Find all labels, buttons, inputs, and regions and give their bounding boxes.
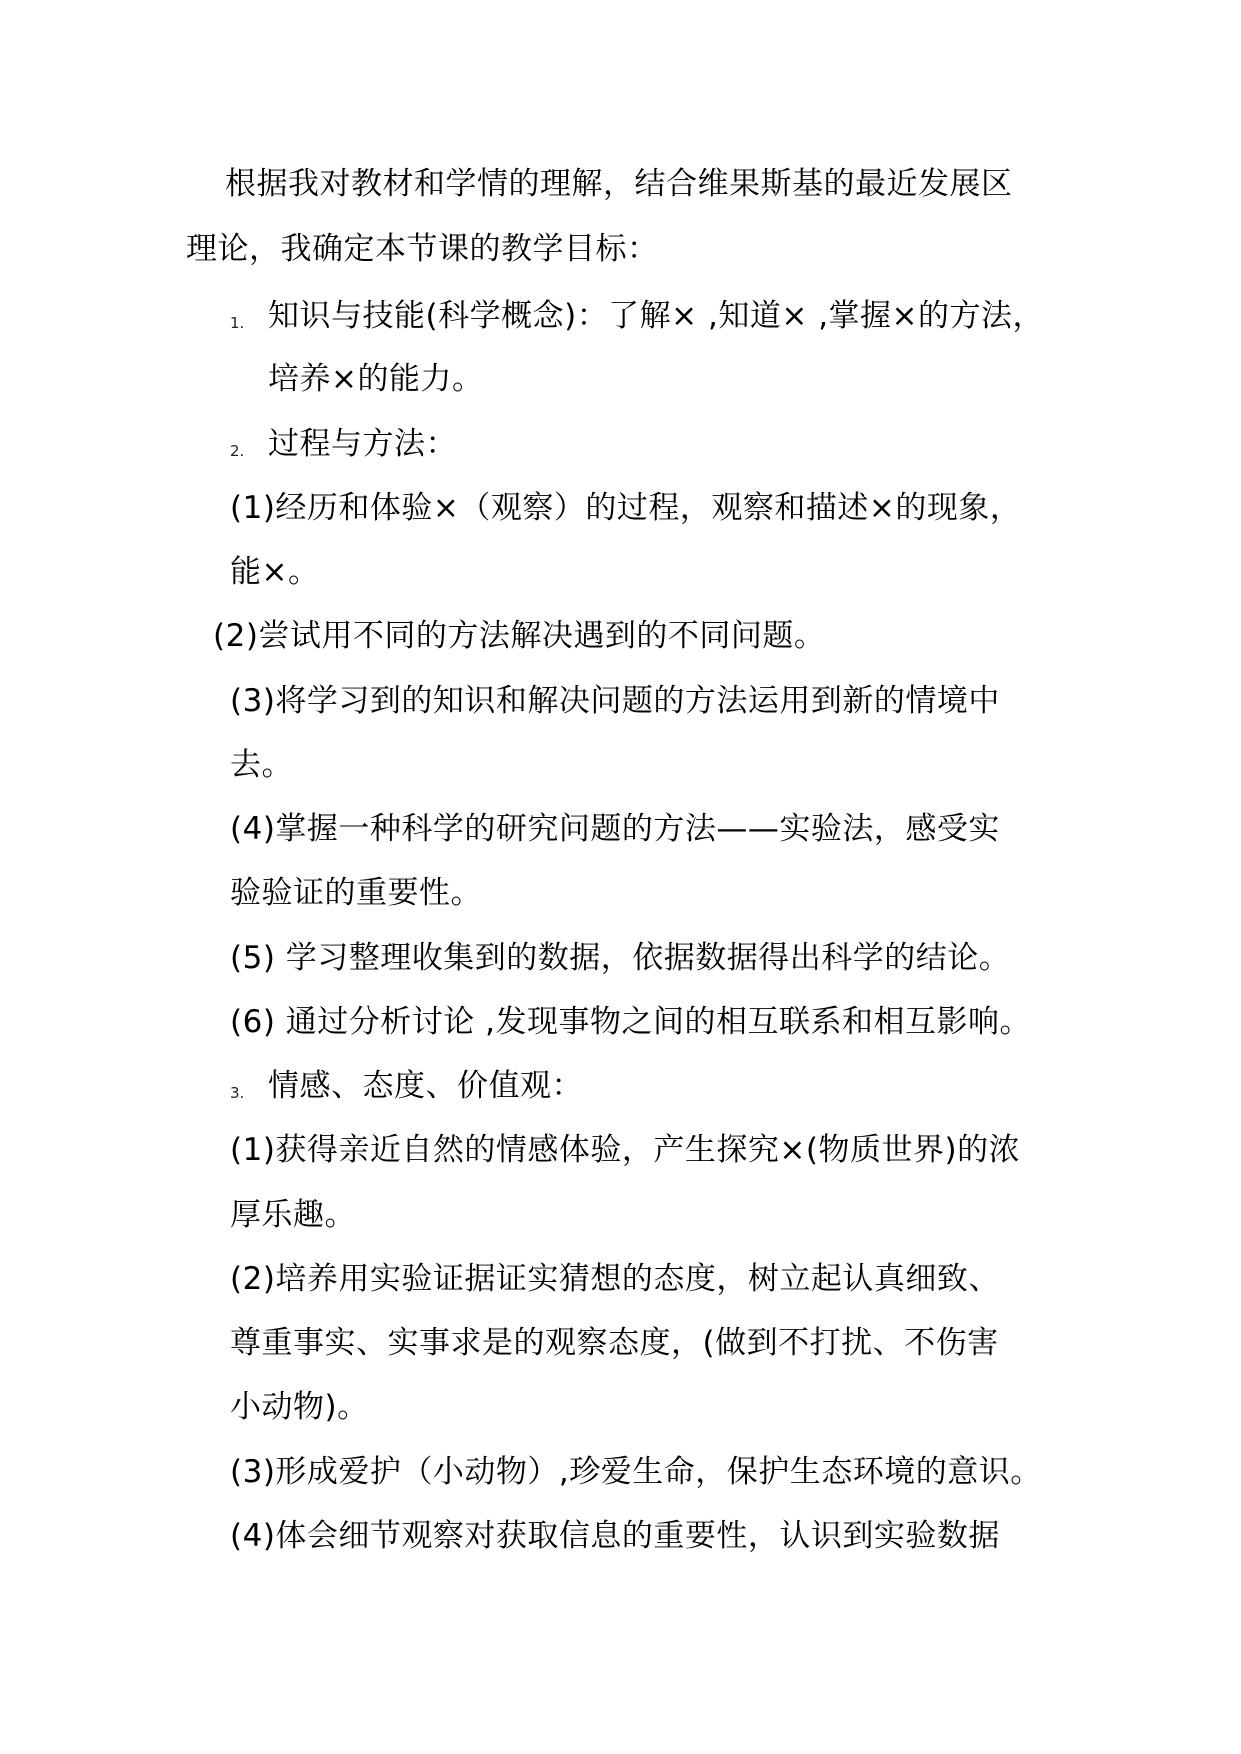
section-3-item-4: (4)体会细节观察对获取信息的重要性，认识到实验数据	[230, 1518, 1000, 1554]
section-3-item-2: (2)培养用实验证据证实猜想的态度，树立起认真细致、	[230, 1261, 1000, 1297]
intro-line-2: 理论，我确定本节课的教学目标：	[186, 231, 659, 267]
section-2-item-3: (3)将学习到的知识和解决问题的方法运用到新的情境中	[230, 683, 1000, 719]
section-2-item-3-cont: 去。	[230, 747, 293, 783]
section-1-number: 1.	[230, 314, 245, 332]
section-1-line-2: 培养×的能力。	[268, 361, 484, 397]
section-3-item-3: (3)形成爱护（小动物）,珍爱生命，保护生态环境的意识。	[230, 1454, 1042, 1490]
section-2-item-4: (4)掌握一种科学的研究问题的方法——实验法，感受实	[230, 811, 1000, 847]
section-3-number: 3.	[230, 1084, 245, 1102]
section-1-line-1: 知识与技能(科学概念)：了解× ,知道× ,掌握×的方法，	[268, 298, 1045, 334]
section-3-item-2-end: 小动物)。	[230, 1389, 369, 1425]
section-2-item-5: (5) 学习整理收集到的数据，依据数据得出科学的结论。	[230, 940, 1011, 976]
section-2-item-4-cont: 验验证的重要性。	[230, 875, 482, 911]
section-2-number: 2.	[230, 442, 245, 460]
section-3-title: 情感、态度、价值观：	[268, 1068, 583, 1104]
section-2-title: 过程与方法：	[268, 426, 457, 462]
section-3-item-2-cont: 尊重事实、实事求是的观察态度，(做到不打扰、不伤害	[230, 1325, 999, 1361]
section-3-item-1: (1)获得亲近自然的情感体验，产生探究×(物质世界)的浓	[230, 1132, 1021, 1168]
section-2-item-2: (2)尝试用不同的方法解决遇到的不同问题。	[213, 618, 826, 654]
section-2-item-6: (6) 通过分析讨论 ,发现事物之间的相互联系和相互影响。	[230, 1004, 1031, 1040]
section-2-item-1: (1)经历和体验×（观察）的过程，观察和描述×的现象，	[230, 490, 1022, 526]
section-2-item-1-cont: 能×。	[230, 554, 320, 590]
section-3-item-1-cont: 厚乐趣。	[230, 1197, 356, 1233]
intro-line-1: 根据我对教材和学情的理解，结合维果斯基的最近发展区	[225, 166, 1013, 202]
